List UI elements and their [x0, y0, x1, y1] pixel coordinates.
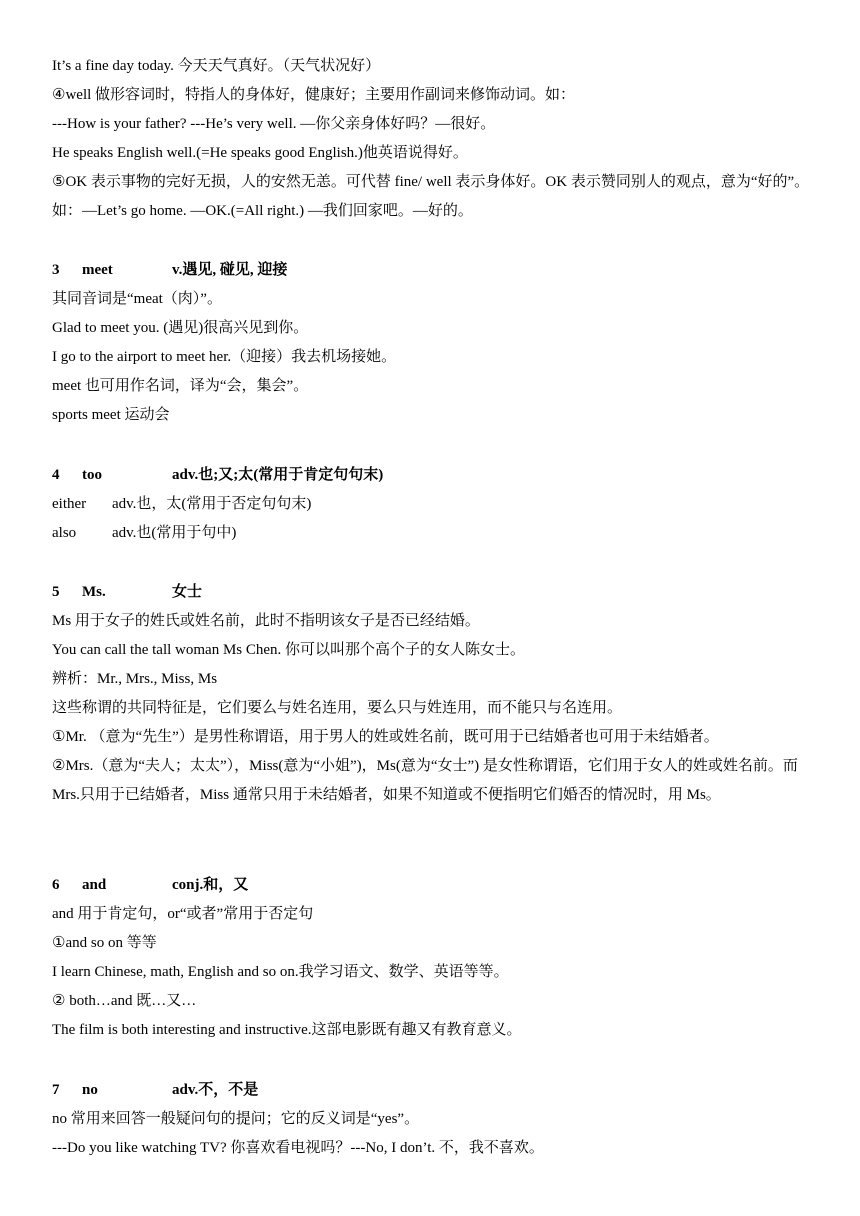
entry-line: ② both…and 既…又…	[52, 993, 197, 1009]
entry-line: Ms 用于女子的姓氏或姓名前，此时不指明该女子是否已经结婚。	[52, 613, 480, 629]
entry-word: Ms.	[82, 584, 106, 600]
entry-number: 7	[52, 1082, 60, 1098]
entry-number: 3	[52, 262, 60, 278]
entry-heading	[52, 871, 810, 900]
entry-word: meet	[82, 262, 113, 278]
entry-line: meet 也可用作名词，译为“会，集会”。	[52, 378, 309, 394]
intro-line: He speaks English well.(=He speaks good English.)他英语说得好。	[52, 145, 468, 161]
entry-subline	[52, 490, 810, 519]
entry-line: The film is both interesting and instructive.这部电影既有趣又有教育意义。	[52, 1022, 522, 1038]
entry-heading	[52, 256, 810, 285]
entry-line: You can call the tall woman Ms Chen. 你可以叫那个高个子的女人陈女士。	[52, 642, 526, 658]
sub-word: also	[52, 525, 77, 541]
entry-line: ---Do you like watching TV? 你喜欢看电视吗？---No, I don’t. 不，我不喜欢。	[52, 1140, 544, 1156]
entry-meaning: adv.也;又;太(常用于肯定句句末)	[172, 467, 384, 483]
entry-line: and 用于肯定句，or“或者”常用于否定句	[52, 906, 314, 922]
intro-line: It’s a fine day today. 今天天气真好。（天气状况好）	[52, 58, 381, 74]
entry-word: no	[82, 1082, 98, 1098]
entry-number: 5	[52, 584, 60, 600]
entry-heading	[52, 461, 810, 490]
entry-meaning: v.遇见, 碰见, 迎接	[172, 262, 288, 278]
intro-line: ---How is your father? ---He’s very well. —你父亲身体好吗？—很好。	[52, 116, 496, 132]
entry-number: 6	[52, 877, 60, 893]
sub-word: either	[52, 496, 87, 512]
intro-paragraph: ⑤OK 表示事物的完好无损，人的安然无恙。可代替 fine/ well 表示身体好。OK 表示赞同别人的观点，意为“好的”。如：—Let’s go home. —OK.(=All right.) —我们回家吧。—好的。	[52, 174, 810, 219]
entry-line: I go to the airport to meet her.（迎接）我去机场接她。	[52, 349, 397, 365]
entry-line: 辨析：Mr., Mrs., Miss, Ms	[52, 671, 218, 687]
entry-line: Glad to meet you. (遇见)很高兴见到你。	[52, 320, 309, 336]
entry-line: ①and so on 等等	[52, 935, 157, 951]
entry-meaning: 女士	[172, 584, 203, 600]
sub-meaning: adv.也(常用于句中)	[112, 525, 237, 541]
entry-line: no 常用来回答一般疑问句的提问；它的反义词是“yes”。	[52, 1111, 420, 1127]
entry-meaning: adv.不，不是	[172, 1082, 259, 1098]
entry-line: I learn Chinese, math, English and so on.我学习语文、数学、英语等等。	[52, 964, 509, 980]
entry-line: 其同音词是“meat（肉）”。	[52, 291, 222, 307]
intro-line: ④well 做形容词时，特指人的身体好，健康好；主要用作副词来修饰动词。如：	[52, 87, 576, 103]
entry-word: too	[82, 467, 102, 483]
entry-meaning: conj.和，又	[172, 877, 249, 893]
sub-meaning: adv.也，太(常用于否定句句末)	[112, 496, 312, 512]
entry-paragraph: ②Mrs.（意为“夫人；太太”），Miss(意为“小姐”)，Ms(意为“女士”) 是女性称谓语，它们用于女人的姓或姓名前。而 Mrs.只用于已结婚者，Miss 通常只用于未结婚者，如果不知道或不便指明它们婚否的情况时，用 Ms。	[52, 758, 798, 803]
entry-word: and	[82, 877, 107, 893]
entry-number: 4	[52, 467, 60, 483]
entry-line: sports meet 运动会	[52, 407, 170, 423]
entry-heading	[52, 1076, 810, 1105]
entry-line: 这些称谓的共同特征是，它们要么与姓名连用，要么只与姓连用，而不能只与名连用。	[52, 700, 623, 716]
entry-line: ①Mr. （意为“先生”）是男性称谓语，用于男人的姓或姓名前，既可用于已结婚者也可用于未结婚者。	[52, 729, 719, 745]
entry-heading	[52, 578, 810, 607]
entry-subline	[52, 519, 810, 548]
